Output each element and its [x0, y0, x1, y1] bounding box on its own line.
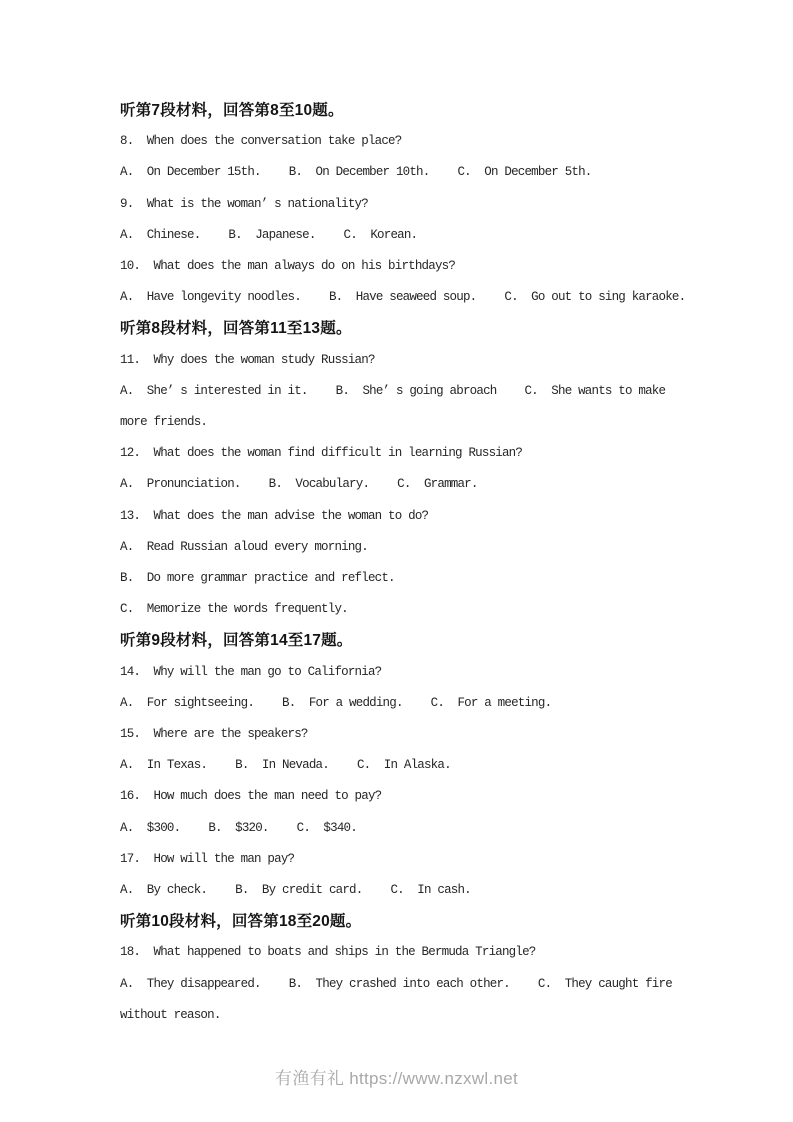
question-17-option-c: C. In cash. [390, 883, 471, 898]
question-9-option-a: A. Chinese. [120, 227, 201, 242]
question-18: 18. What happened to boats and ships in the Bermuda Triangle? [120, 945, 536, 960]
question-10-option-c: C. Go out to sing karaoke. [504, 290, 686, 305]
question-8-options [120, 157, 688, 188]
question-10-option-a: A. Have longevity noodles. [120, 290, 301, 305]
question-15-option-a: A. In Texas. [120, 758, 208, 773]
section-header-8: 听第8段材料，回答第11至13题。 [120, 320, 352, 338]
question-8: 8. When does the conversation take place? [120, 134, 402, 149]
footer-watermark: 有渔有礼 https://www.nzxwl.net [274, 1069, 519, 1088]
question-15: 15. Where are the speakers? [120, 727, 308, 742]
question-17-options [120, 875, 688, 906]
question-11: 11. Why does the woman study Russian? [120, 352, 375, 367]
question-14-option-a: A. For sightseeing. [120, 695, 255, 710]
question-17: 17. How will the man pay? [120, 851, 295, 866]
question-12-option-a: A. Pronunciation. [120, 477, 241, 492]
question-13-option-c: C. Memorize the words frequently. [120, 602, 348, 617]
question-15-options [120, 750, 688, 781]
question-16: 16. How much does the man need to pay? [120, 789, 382, 804]
question-16-option-b: B. $320. [208, 820, 269, 835]
question-16-option-a: A. $300. [120, 820, 181, 835]
question-18-option-a: A. They disappeared. [120, 976, 261, 991]
question-16-option-c: C. $340. [296, 820, 357, 835]
listening-section-content [120, 95, 688, 1031]
page-footer [0, 1064, 793, 1089]
question-14-option-b: B. For a wedding. [282, 695, 403, 710]
question-11-options [120, 376, 688, 438]
question-10-option-b: B. Have seaweed soup. [328, 290, 477, 305]
question-18-options [120, 969, 688, 1031]
question-11-option-a: A. She’ s interested in it. [120, 383, 308, 398]
section-header-10: 听第10段材料，回答第18至20题。 [120, 913, 362, 931]
question-14-option-c: C. For a meeting. [430, 695, 552, 710]
question-8-option-a: A. On December 15th. [120, 165, 261, 180]
question-13-option-b: B. Do more grammar practice and reflect. [120, 571, 395, 586]
question-8-option-b: B. On December 10th. [288, 165, 430, 180]
question-11-option-c: C. She wants to make more friends. [120, 383, 672, 430]
question-9-option-c: C. Korean. [343, 227, 418, 242]
question-15-option-c: C. In Alaska. [356, 758, 451, 773]
question-16-options [120, 813, 688, 844]
section-header-9: 听第9段材料，回答第14至17题。 [120, 632, 353, 650]
question-8-option-c: C. On December 5th. [457, 165, 592, 180]
question-12-option-c: C. Grammar. [397, 477, 478, 492]
question-12-option-b: B. Vocabulary. [268, 477, 370, 492]
question-10: 10. What does the man always do on his birthdays? [120, 259, 456, 274]
section-header-7: 听第7段材料，回答第8至10题。 [120, 102, 344, 119]
question-9-option-b: B. Japanese. [228, 227, 316, 242]
question-14: 14. Why will the man go to California? [120, 664, 382, 679]
question-17-option-b: B. By credit card. [235, 883, 363, 898]
question-17-option-a: A. By check. [120, 883, 208, 898]
question-11-option-b: B. She’ s going abroach [335, 383, 497, 398]
question-10-options [120, 282, 688, 313]
question-15-option-b: B. In Nevada. [235, 758, 329, 773]
question-9: 9. What is the woman’ s nationality? [120, 196, 368, 211]
question-13-option-a: A. Read Russian aloud every morning. [120, 539, 368, 554]
question-14-options [120, 688, 688, 719]
question-9-options [120, 220, 688, 251]
question-13: 13. What does the man advise the woman to do? [120, 508, 429, 523]
question-18-option-c: C. They caught fire without reason. [120, 976, 679, 1022]
question-12: 12. What does the woman find difficult in learning Russian? [120, 446, 523, 461]
question-18-option-b: B. They crashed into each other. [288, 976, 510, 991]
question-12-options [120, 469, 688, 500]
